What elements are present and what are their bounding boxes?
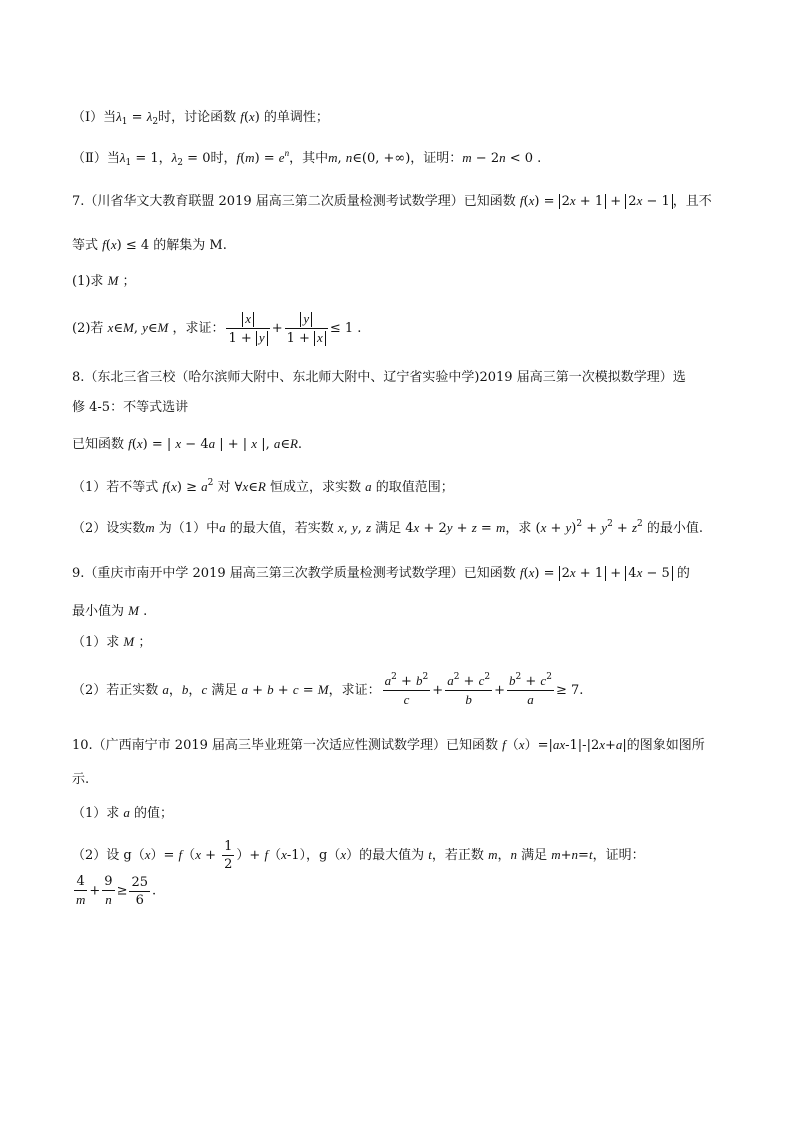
- q10-stem-b: 示.: [72, 772, 90, 787]
- q8-stem-c: 已知函数 f(x) = | x − 4a | + | x |, a∈R.: [72, 436, 303, 452]
- q8-part2: （2）设实数m 为（1）中a 的最大值，若实数 x, y, z 满足 4x + 2y + z = m，求 $(x + y)^2 + y^2 + z^2$ 的最小值.: [72, 519, 704, 536]
- q8-stem-a: 8.（东北三省三校（哈尔滨师大附中、东北师大附中、辽宁省实验中学)2019 届高三第一次模拟数学理）选: [72, 370, 686, 385]
- q9-stem-a: 9.（重庆市南开中学 2019 届高三第三次教学质量检测考试数学理）已知函数 f(x) = 2x + 1 + 4x − 5 的: [72, 565, 690, 581]
- q7-stem-b: 等式 f(x) ≤ 4 的解集为 M.: [72, 237, 227, 253]
- q9-part1: （1）求 M ；: [72, 634, 152, 650]
- q7-part2: (2)若 x∈M, y∈M ，求证： $\frac{x}{1 + y}$ + $\frac{y}{1 + x}$ ≤ 1 .: [72, 311, 362, 346]
- q10-stem-a: 10.（广西南宁市 2019 届高三毕业班第一次适应性测试数学理）已知函数 f（x）=|ax-1|-|2x+a|的图象如图所: [72, 737, 705, 753]
- q10-part2: （2）设 g（x）= f（x + $\frac{1}{2}$ ）+ f（x-1），g（x）的最大值为 t，若正数 m，n 满足 m+n=t，证明：: [72, 839, 645, 872]
- q6-part2: （Ⅱ）当$\lambda_1 = 1$，$\lambda_2 = 0$时，$f(m) = e^n$，其中m, n∈(0, +∞)，证明：m − 2n < 0 .: [72, 148, 542, 168]
- q8-stem-b: 修 4-5：不等式选讲: [72, 400, 189, 415]
- q8-part1: （1）若不等式 $f(x) \ge a^2$ 对 ∀x∈R 恒成立，求实数 a 的取值范围；: [72, 478, 454, 495]
- q6-part1: （Ⅰ）当$\lambda_1 = \lambda_2$时，讨论函数 f(x) 的单调性；: [72, 109, 329, 127]
- q10-part1: （1）求 a 的值；: [72, 805, 174, 821]
- q7-part1: (1)求 M ；: [72, 273, 136, 289]
- q10-part3: $\frac{4}{m}$ + $\frac{9}{n}$ ≥ $\frac{25}{6}$ .: [76, 874, 157, 908]
- q7-stem-a: 7.（川省华文大教育联盟 2019 届高三第二次质量检测考试数学理）已知函数 f(x) = 2x + 1 + 2x − 1 ，且不: [72, 193, 712, 209]
- q9-part2: （2）若正实数 a，b，c 满足 a + b + c = M，求证： $\frac{a^2 + b^2}{c}$ + $\frac{a^2 + c^2}{b}$ + $\frac{b^2 + c^2}{a}$ ≥ 7.: [72, 672, 584, 707]
- q9-stem-b: 最小值为 M .: [72, 603, 148, 619]
